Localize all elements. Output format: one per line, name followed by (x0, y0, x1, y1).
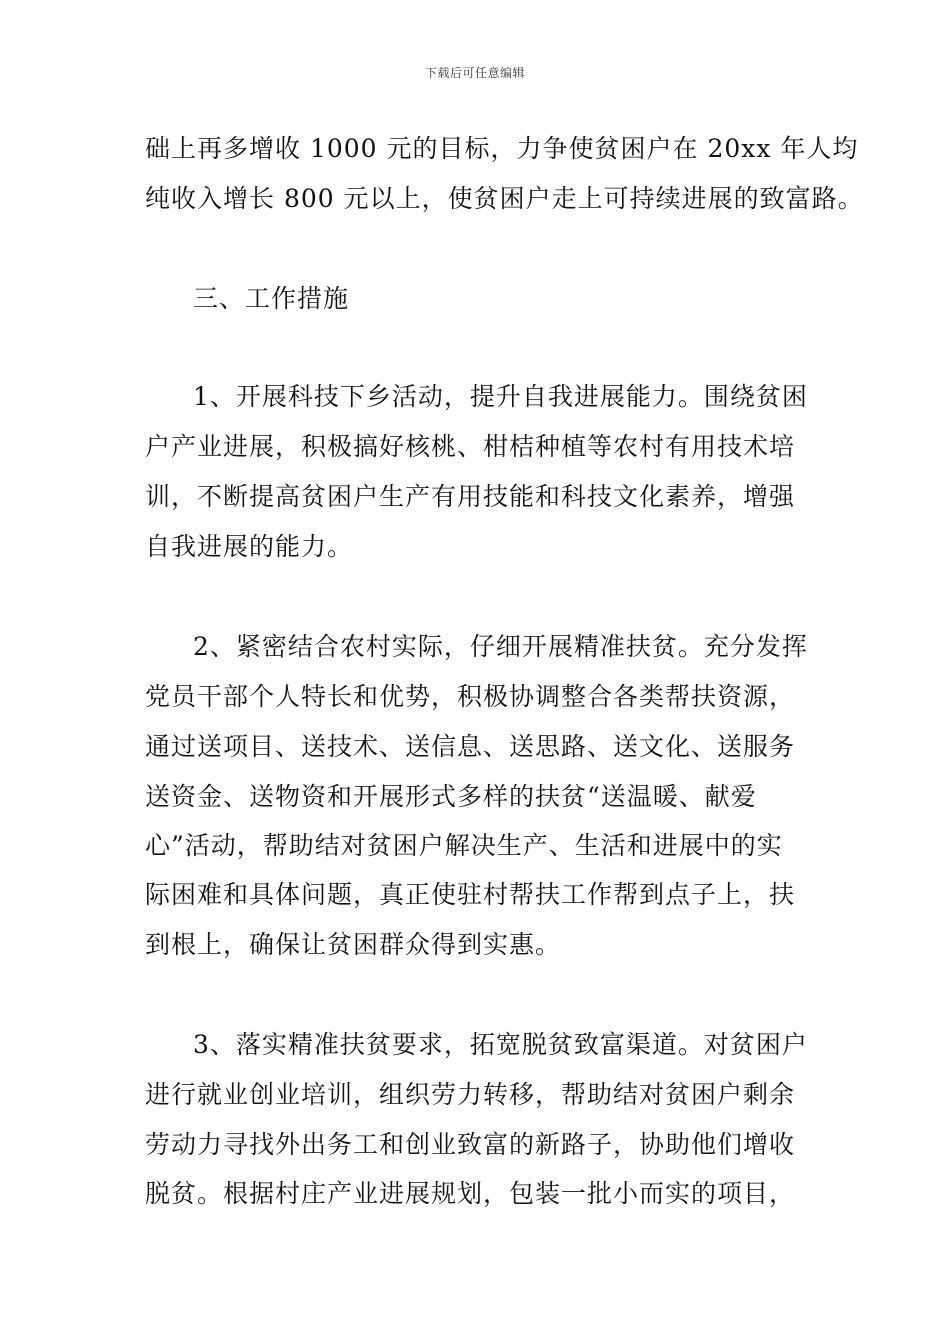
paragraph-line: 训，不断提高贫困户生产有用技能和科技文化素养，增强 (145, 482, 796, 511)
paragraph-line: 劳动力寻找外出务工和创业致富的新路子，协助他们增收 (145, 1130, 796, 1159)
paragraph-line: 党员干部个人特长和优势，积极协调整合各类帮扶资源， (145, 682, 796, 711)
paragraph-line: 础上再多增收 1000 元的目标，力争使贫困户在 20xx 年人均 (145, 134, 859, 163)
paragraph-line: 2、紧密结合农村实际，仔细开展精准扶贫。充分发挥 (193, 632, 808, 661)
paragraph-line: 送资金、送物资和开展形式多样的扶贫“送温暖、献爱 (145, 782, 757, 811)
paragraph-line: 自我进展的能力。 (145, 532, 354, 561)
page-header: 下载后可任意编辑 (424, 66, 525, 80)
paragraph-line: 到根上，确保让贫困群众得到实惠。 (145, 930, 562, 959)
paragraph-line: 通过送项目、送技术、送信息、送思路、送文化、送服务 (145, 732, 796, 761)
paragraph-line: 脱贫。根据村庄产业进展规划，包装一批小而实的项目， (145, 1179, 796, 1208)
paragraph-line: 际困难和具体问题，真正使驻村帮扶工作帮到点子上，扶 (145, 880, 796, 909)
paragraph-line: 户产业进展，积极搞好核桃、柑桔种植等农村有用技术培 (145, 432, 796, 461)
paragraph-line: 1、开展科技下乡活动，提升自我进展能力。围绕贫困 (193, 382, 808, 411)
paragraph-line: 心”活动，帮助结对贫困户解决生产、生活和进展中的实 (145, 831, 783, 860)
paragraph-line: 纯收入增长 800 元以上，使贫困户走上可持续进展的致富路。 (145, 184, 864, 213)
paragraph-line: 进行就业创业培训，组织劳力转移，帮助结对贫困户剩余 (145, 1080, 796, 1109)
section-heading: 三、工作措施 (193, 284, 350, 313)
paragraph-line: 3、落实精准扶贫要求，拓宽脱贫致富渠道。对贫困户 (193, 1030, 808, 1059)
